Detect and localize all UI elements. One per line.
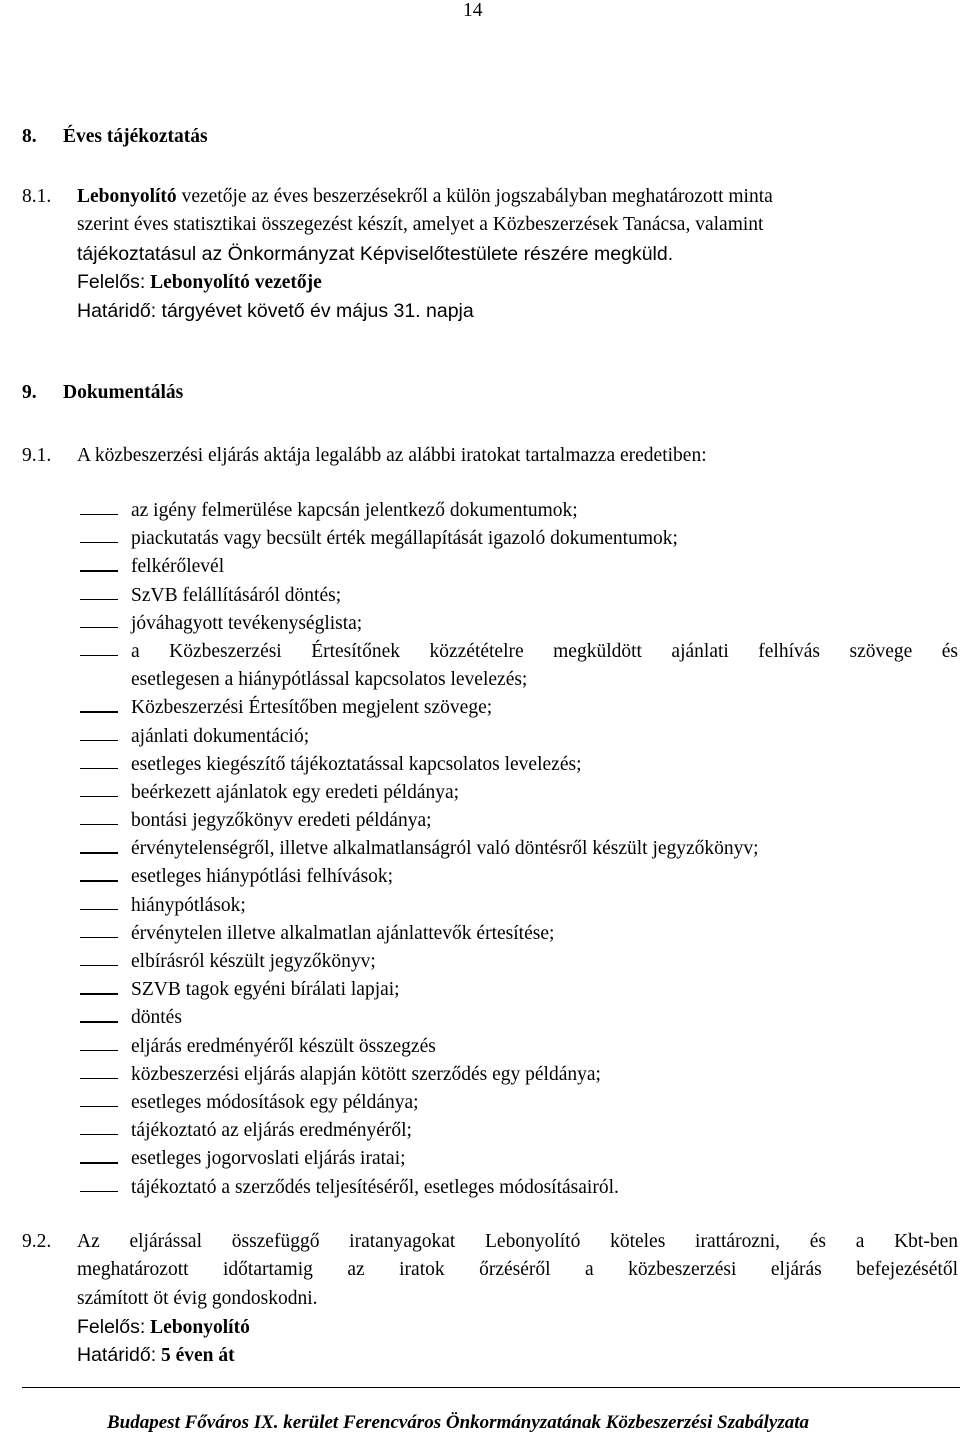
dash-bullet — [80, 796, 118, 797]
subsection-number: 9.1. — [22, 445, 52, 466]
responsible-line — [77, 271, 322, 294]
list-item: beérkezett ajánlatok egy eredeti példánya; — [0, 782, 960, 810]
dash-bullet — [80, 937, 118, 938]
list-item: tájékoztató a szerződés teljesítéséről, esetleges módosításairól. — [0, 1177, 960, 1205]
bold-lead: Lebonyolító — [77, 186, 177, 207]
list-item: Közbeszerzési Értesítőben megjelent szövege; — [0, 697, 960, 725]
list-item: az igény felmerülése kapcsán jelentkező dokumentumok; — [0, 500, 960, 528]
dash-bullet — [80, 542, 118, 543]
dash-bullet — [80, 1162, 118, 1163]
dash-bullet — [80, 711, 118, 712]
dash-bullet — [80, 880, 118, 881]
list-item: SZVB tagok egyéni bírálati lapjai; — [0, 979, 960, 1007]
deadline-line — [77, 1344, 235, 1367]
dash-bullet — [80, 1106, 118, 1107]
list-item: ajánlati dokumentáció; — [0, 726, 960, 754]
paragraph-line: szerint éves statisztikai összegezést készít, amelyet a Közbeszerzések Tanácsa, valamint — [77, 214, 764, 235]
paragraph-line: meghatározott időtartamig az iratok őrzéséről a közbeszerzési eljárás befejezésétől — [77, 1259, 958, 1280]
list-item: piackutatás vagy becsült érték megállapítását igazoló dokumentumok; — [0, 528, 960, 556]
page-number: 14 — [463, 0, 483, 21]
dash-bullet — [80, 909, 118, 910]
responsible-value: Lebonyolító — [150, 1317, 250, 1338]
deadline-value: 5 éven át — [161, 1345, 235, 1366]
list-item: elbírásról készült jegyzőkönyv; — [0, 951, 960, 979]
dash-bullet — [80, 1021, 118, 1022]
dash-bullet — [80, 1078, 118, 1079]
dash-bullet — [80, 1050, 118, 1051]
dash-bullet — [80, 740, 118, 741]
list-item: a Közbeszerzési Értesítőnek közzétételre megküldött ajánlati felhívás szövege és esetlegesen a hiánypótlással kapcsolatos levelezés; — [0, 641, 960, 697]
dash-bullet — [80, 514, 118, 515]
line-text: vezetője az éves beszerzésekről a külön jogszabályban meghatározott minta — [181, 186, 773, 207]
footer-text: Budapest Főváros IX. kerület Ferencváros Önkormányzatának Közbeszerzési Szabályzata — [107, 1412, 810, 1433]
dash-bullet — [80, 1134, 118, 1135]
dash-bullet — [80, 627, 118, 628]
dash-bullet — [80, 570, 118, 571]
dash-bullet — [80, 655, 118, 656]
dash-bullet — [80, 993, 118, 994]
responsible-value: Lebonyolító vezetője — [150, 272, 322, 293]
responsible-label: Felelős: — [77, 1316, 146, 1338]
deadline-label: Határidő: — [77, 1344, 157, 1366]
paragraph-line: tájékoztatásul az Önkormányzat Képviselőtestülete részére megküld. — [77, 243, 674, 265]
subsection-number: 8.1. — [22, 186, 52, 207]
list-item: esetleges kiegészítő tájékoztatással kapcsolatos levelezés; — [0, 754, 960, 782]
dash-bullet — [80, 824, 118, 825]
list-item: esetleges módosítások egy példánya; — [0, 1092, 960, 1120]
subsection-number: 9.2. — [22, 1231, 52, 1252]
list-item: eljárás eredményéről készült összegzés — [0, 1036, 960, 1064]
list-item: esetleges hiánypótlási felhívások; — [0, 866, 960, 894]
document-list — [0, 500, 960, 1205]
section-title: Éves tájékoztatás — [63, 126, 208, 147]
list-item: bontási jegyzőkönyv eredeti példánya; — [0, 810, 960, 838]
list-item: SzVB felállításáról döntés; — [0, 585, 960, 613]
paragraph-line: számított öt évig gondoskodni. — [77, 1288, 318, 1309]
list-item: esetleges jogorvoslati eljárás iratai; — [0, 1148, 960, 1176]
section-title: Dokumentálás — [63, 382, 184, 403]
dash-bullet — [80, 852, 118, 853]
responsible-line — [77, 1316, 250, 1339]
subsection-intro: A közbeszerzési eljárás aktája legalább az alábbi iratokat tartalmazza eredetiben: — [77, 445, 707, 466]
responsible-label: Felelős: — [77, 271, 146, 293]
deadline-line: Határidő: tárgyévet követő év május 31. napja — [77, 300, 474, 322]
section-number: 8. — [22, 126, 37, 147]
list-item: érvénytelenségről, illetve alkalmatlanságról való döntésről készült jegyzőkönyv; — [0, 838, 960, 866]
footer-divider — [22, 1387, 960, 1388]
list-item: közbeszerzési eljárás alapján kötött szerződés egy példánya; — [0, 1064, 960, 1092]
section-number: 9. — [22, 382, 37, 403]
dash-bullet — [80, 599, 118, 600]
list-item: érvénytelen illetve alkalmatlan ajánlattevők értesítése; — [0, 923, 960, 951]
paragraph-line — [77, 186, 773, 208]
dash-bullet — [80, 965, 118, 966]
list-item: jóváhagyott tevékenységlista; — [0, 613, 960, 641]
list-item: döntés — [0, 1007, 960, 1035]
list-item: hiánypótlások; — [0, 895, 960, 923]
dash-bullet — [80, 768, 118, 769]
list-item: felkérőlevél — [0, 556, 960, 584]
list-item: tájékoztató az eljárás eredményéről; — [0, 1120, 960, 1148]
paragraph-line: Az eljárással összefüggő iratanyagokat Lebonyolító köteles irattározni, és a Kbt-ben — [77, 1231, 958, 1252]
dash-bullet — [80, 1191, 118, 1192]
